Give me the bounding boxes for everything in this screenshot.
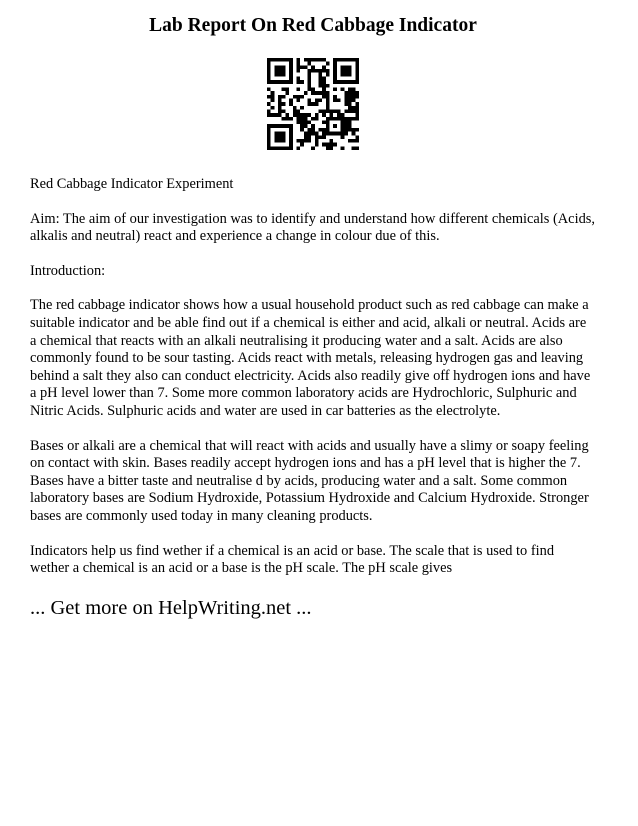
- paragraph-acids: The red cabbage indicator shows how a usual household product such as red cabbage can make a suitable indicator and be able find out if a chemical is either and acid, alkali or neutral. Acids are a chemical that reacts with an alkali neutralising it producing water and a salt. Acids are also commonly found to be sour tasting. Acids react with metals, releasing hydrogen gas and leaving behind a salt they also can conduct electricity. Acids also readily give off hydrogen ions and have a pH level lower than 7. Some more common laboratory acids are Hydrochloric, Sulphuric and Nitric Acids. Sulphuric acids and water are used in car batteries as the electrolyte.: [30, 297, 591, 419]
- paragraph-aim: Aim: The aim of our investigation was to identify and understand how different chemicals (Acids, alkalis and neutral) react and experience a change in colour due of this.: [30, 210, 595, 245]
- get-more-link[interactable]: ... Get more on HelpWriting.net ...: [30, 596, 312, 619]
- paragraph-indicators: Indicators help us find wether if a chemical is an acid or base. The scale that is used to find wether a chemical is an acid or a base is the pH scale. The pH scale gives: [30, 542, 555, 577]
- paragraph-introduction-label: Introduction:: [30, 262, 106, 279]
- document-title: Lab Report On Red Cabbage Indicator: [149, 15, 477, 36]
- qr-code-icon: [267, 58, 359, 150]
- qr-code-container: [30, 58, 596, 150]
- paragraph-bases: Bases or alkali are a chemical that will react with acids and usually have a slimy or soapy feeling on contact with skin. Bases readily accept hydrogen ions and has a pH level that is higher the 7. Bases have a bitter taste and neutralise d by acids, producing water and a salt. Some common laboratory bases are Sodium Hydroxide, Potassium Hydroxide and Calcium Hydroxide. Stronger bases are commonly used today in many cleaning products.: [30, 437, 589, 524]
- paragraph-heading: Red Cabbage Indicator Experiment: [30, 176, 234, 192]
